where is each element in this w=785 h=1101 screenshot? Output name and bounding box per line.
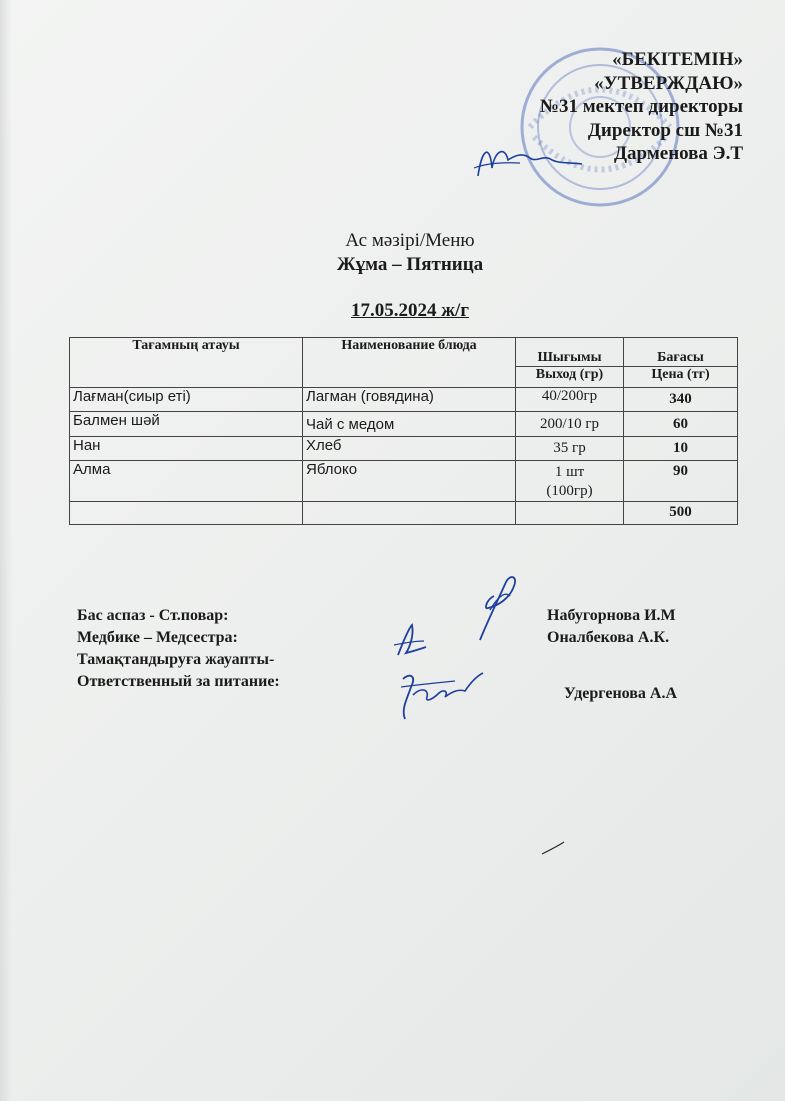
dish-name-ru: Чай с медом [303,412,516,437]
header-price-kz: Бағасы [624,338,738,367]
menu-day: Жұма – Пятница [336,254,484,275]
responsible-role-ru: Ответственный за питание: [77,673,280,690]
dish-output: 40/200гр [516,388,624,412]
nurse-name: Оналбекова А.К. [547,629,670,646]
signature-row-cook [77,605,737,627]
menu-date: 17.05.2024 ж/г [351,300,469,321]
dish-output [516,461,624,502]
approval-line-4: Директор сш №31 [587,119,743,141]
dish-output: 200/10 гр [516,412,624,437]
empty-cell [70,502,303,525]
approval-line-1: «БЕКІТЕМІН» [612,49,743,70]
pen-mark [538,838,568,858]
cook-name: Набугорнова И.М [547,607,676,624]
table-row [70,461,738,502]
dish-name-ru: Хлеб [303,437,516,461]
table-row [70,388,738,412]
empty-cell [516,502,624,525]
signature-row-nurse [77,627,737,649]
dish-output-weight: (100гр) [546,483,593,499]
approval-line-2: «УТВЕРЖДАЮ» [594,72,743,94]
approval-block [443,48,743,166]
header-price-ru: Цена (тг) [624,367,738,388]
dish-price: 340 [624,388,738,412]
responsible-name: Удергенова А.А [564,685,678,702]
dish-output: 35 гр [516,437,624,461]
dish-name-kz: Нан [70,437,303,461]
dish-output-qty: 1 шт [554,464,585,480]
dish-name-kz: Алма [70,461,303,502]
dish-name-kz: Балмен шәй [70,412,303,437]
approval-line-3: №31 мектеп директоры [539,96,743,117]
header-output-kz: Шығымы [516,338,624,367]
nurse-role: Медбике – Медсестра: [77,629,238,646]
dish-name-ru: Лагман (говядина) [303,388,516,412]
table-row [70,412,738,437]
empty-cell [303,502,516,525]
responsible-role-kz: Тамақтандыруға жауапты- [77,651,275,668]
approval-line-5: Дарменова Э.Т [613,143,743,164]
dish-name-ru: Яблоко [303,461,516,502]
paper-edge [0,0,12,1101]
signature-row-responsible-1 [77,649,737,671]
header-output-ru: Выход (гр) [516,367,624,388]
dish-name-kz: Лағман(сиыр еті) [70,388,303,412]
table-total-row [70,502,738,525]
menu-table [69,337,738,525]
total-price: 500 [624,502,738,525]
signature-row-responsible-2 [77,671,737,702]
dish-price: 10 [624,437,738,461]
dish-price: 90 [624,461,738,502]
header-name-ru: Наименование блюда [303,338,516,388]
header-name-kz: Тағамның атауы [70,338,303,388]
dish-price: 60 [624,412,738,437]
cook-role: Бас аспаз - Ст.повар: [77,607,229,624]
menu-title: Ас мәзірі/Меню [345,230,475,251]
table-row [70,437,738,461]
signatures-block [77,605,737,702]
